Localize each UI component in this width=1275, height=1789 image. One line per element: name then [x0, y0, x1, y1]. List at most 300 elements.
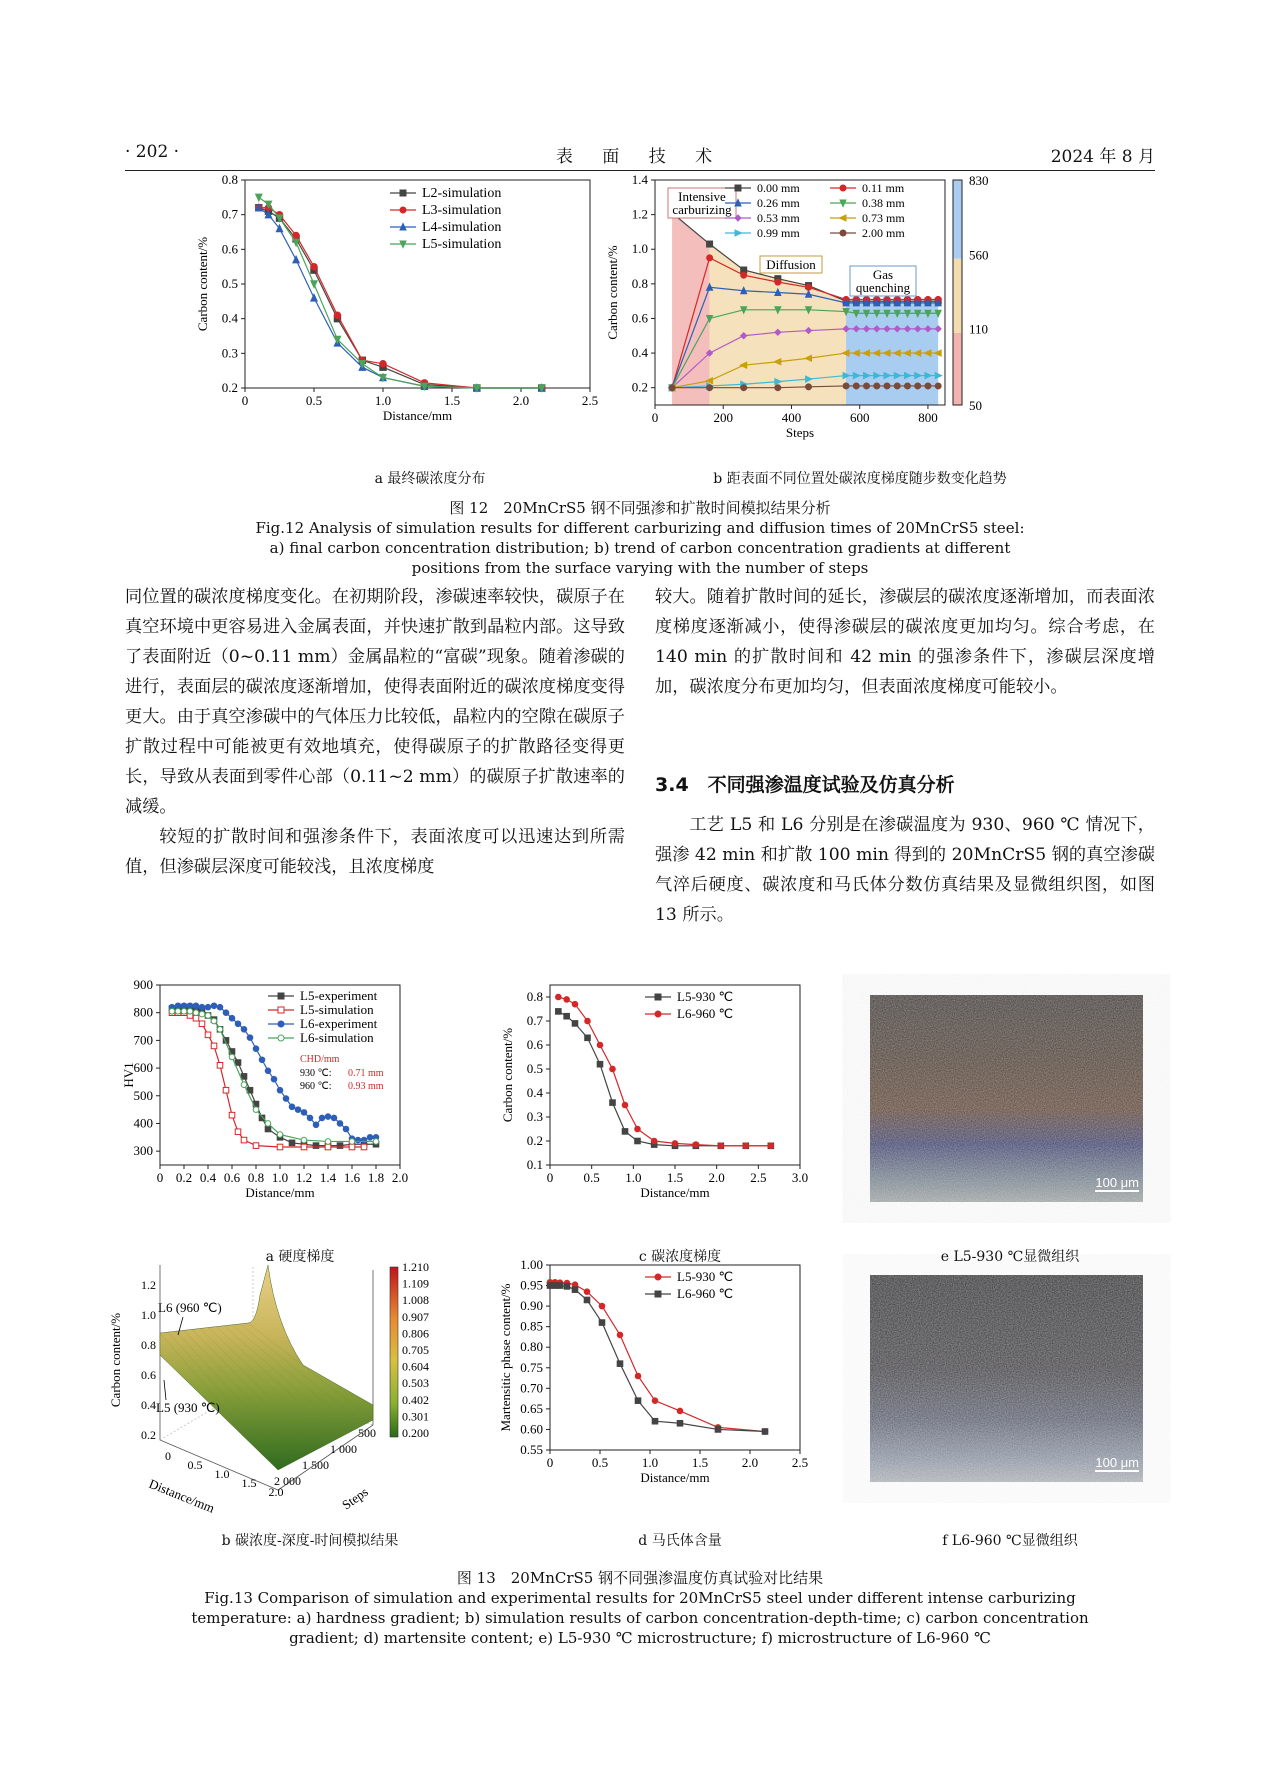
fig13d-point: [557, 1283, 563, 1289]
fig13c-xtick-label: 2.5: [750, 1170, 767, 1185]
scale-bar-f: 100 μm: [1095, 1455, 1139, 1470]
fig13a-point: [331, 1115, 337, 1121]
fig13a-point: [229, 1112, 235, 1118]
fig13d-point: [572, 1287, 578, 1293]
fig13a-point: [277, 1132, 283, 1138]
fig13a-point: [259, 1057, 265, 1063]
fig13a-point: [187, 1009, 193, 1015]
fig12a-point: [311, 263, 317, 269]
fig13b-ytick-label: 1.0: [141, 1308, 156, 1322]
fig12b-point: [707, 385, 713, 391]
fig13c-point: [622, 1102, 628, 1108]
fig12b-xtick-label: 0: [651, 410, 659, 425]
fig13a-point: [229, 1054, 235, 1060]
fig13b-steps-tick-label: 1 500: [302, 1458, 329, 1472]
fig12a-xtick-label: 0: [241, 393, 249, 408]
fig13d-ytick-label: 0.80: [520, 1339, 543, 1355]
fig13b-surface: [160, 1265, 373, 1470]
micrograph-f: [870, 1275, 1143, 1482]
fig13b-colorbar-label: 0.907: [402, 1309, 429, 1324]
fig12a-legend-label: L4-simulation: [422, 220, 502, 235]
fig13c-xtick-label: 0: [546, 1170, 554, 1185]
fig13c-ytick-label: 0.8: [526, 989, 543, 1004]
fig13a-xtick-label: 0: [156, 1170, 164, 1185]
fig13e-subcaption: e L5-930 ℃显微组织: [940, 1249, 1080, 1265]
fig12b-legend-label: 0.26 mm: [757, 196, 800, 210]
fig12b-point: [775, 385, 781, 391]
fig12a-ytick-label: 0.8: [221, 172, 238, 187]
fig12b-point: [853, 383, 859, 389]
fig13a-subcaption: a 硬度梯度: [265, 1249, 335, 1265]
fig13a-xtick-label: 1.0: [271, 1170, 289, 1185]
fig12b-point: [806, 384, 812, 390]
fig13b-colorbar-label: 0.503: [402, 1376, 429, 1391]
fig13a-point: [283, 1096, 289, 1102]
fig13a-point: [253, 1046, 259, 1052]
fig13a-point: [193, 1010, 199, 1016]
fig12b-chart: [605, 172, 1060, 470]
fig13d-point: [635, 1398, 641, 1404]
fig12b-legend-label: 2.00 mm: [862, 226, 905, 240]
fig13b-colorbar-label: 1.210: [402, 1260, 429, 1274]
fig13a-point: [367, 1135, 373, 1141]
fig13a-chart: [121, 977, 473, 1245]
fig13b-colorbar-label: 0.402: [402, 1392, 429, 1407]
fig12b-xtick-label: 800: [918, 410, 938, 425]
fig13a-point: [307, 1115, 313, 1121]
fig13d-point: [677, 1408, 683, 1414]
fig13a-point: [265, 1126, 271, 1132]
fig13c-ytick-label: 0.3: [526, 1109, 543, 1124]
fig13d-ytick-label: 0.55: [520, 1442, 543, 1457]
fig13b-ytick-label: 0.6: [141, 1368, 156, 1382]
fig13a-ytick-label: 600: [133, 1060, 153, 1076]
fig13a-point: [247, 1035, 253, 1041]
fig13c-ytick-label: 0.5: [526, 1061, 543, 1076]
fig13c-point: [768, 1143, 774, 1149]
fig13a-xtick-label: 1.4: [319, 1170, 337, 1185]
scale-bar-e: 100 μm: [1095, 1175, 1139, 1190]
fig13a-xtick-label: 0.6: [223, 1170, 241, 1185]
fig13c-ylabel: Carbon content/%: [500, 1027, 515, 1123]
fig12b-legend-marker: [735, 185, 741, 191]
fig12b-legend-label: 0.53 mm: [757, 211, 800, 225]
fig13a-point: [235, 1129, 241, 1135]
fig13a-legend-label: L6-experiment: [300, 1016, 378, 1031]
fig12b-ytick-label: 0.4: [631, 345, 648, 361]
body-right-column: [655, 582, 1155, 702]
fig13b-xtick-label: 1.5: [241, 1476, 257, 1490]
fig13a-point: [193, 1003, 199, 1009]
fig13a-point: [349, 1144, 355, 1150]
fig13b-colorbar-label: 0.200: [402, 1426, 429, 1440]
body-right-p2-wrap: [655, 810, 1155, 930]
fig13d-xtick-label: 0.5: [591, 1455, 609, 1470]
body-left-p1: 同位置的碳浓度梯度变化。在初期阶段，渗碳速率较快，碳原子在真空环境中更容易进入金属表面，并快速扩散到晶粒内部。这导致了表面附近（0~0.11 mm）金属晶粒的“富碳”现象。随着渗碳的进行，表面层的碳浓度逐渐增加，使得表面附近的碳浓度梯度变得更大。由于真空渗碳中的气体压力比较低，晶粒内的空隙在碳原子扩散过程中可能被更有效地填充，使得碳原子的扩散路径变得更长，导致从表面到零件心部（0.11~2 mm）的碳原子扩散速率的减缓。: [125, 587, 625, 817]
fig12b-point: [874, 383, 880, 389]
fig13d-ytick-label: 0.85: [520, 1318, 543, 1334]
issue-date: 2024 年 8 月: [1050, 147, 1155, 167]
fig12b-legend-label: 0.00 mm: [757, 181, 800, 195]
fig13a-point: [271, 1076, 277, 1082]
fig13a-point: [319, 1115, 325, 1121]
fig13c-point: [556, 994, 562, 1000]
fig13a-legend-label: L6-simulation: [300, 1030, 374, 1045]
fig13b-colorbar-label: 1.008: [402, 1293, 429, 1308]
fig13b-ytick-label: 1.2: [141, 1278, 156, 1292]
fig13a-point: [325, 1114, 331, 1120]
fig12b-subcaption: b 距表面不同位置处碳浓度梯度随步数变化趋势: [713, 471, 1007, 487]
fig12b-ytick-label: 1.2: [631, 206, 648, 222]
fig12a-ytick-label: 0.5: [221, 276, 238, 291]
fig12b-colorbar-label: 50: [969, 398, 982, 413]
fig13d-point: [677, 1420, 683, 1426]
fig13d-legend-label: L6-960 ℃: [677, 1286, 734, 1301]
fig12a-chart: [195, 172, 615, 470]
fig13a-point: [181, 1003, 187, 1009]
fig13c-subcaption: c 碳浓度梯度: [638, 1249, 722, 1265]
fig13c-point: [635, 1126, 641, 1132]
fig13a-point: [265, 1121, 271, 1127]
fig13a-point: [229, 1015, 235, 1021]
fig13a-point: [349, 1139, 355, 1145]
fig13a-point: [181, 1009, 187, 1015]
page-header: [125, 138, 1155, 168]
fig13b-ytick-label: 0.8: [141, 1338, 156, 1352]
fig13b-colorbar-label: 0.806: [402, 1326, 429, 1341]
fig12b-point: [775, 279, 781, 285]
fig13b-xtick-label: 2.0: [268, 1485, 284, 1499]
fig12b-ytick-label: 0.6: [631, 310, 648, 326]
fig13a-point: [211, 1003, 217, 1009]
fig12b-phase-label-carburizing: carburizing: [672, 202, 732, 217]
fig12b-legend-label: 0.73 mm: [862, 211, 905, 225]
fig13a-point: [289, 1140, 295, 1146]
fig12b-colorbar-label: 560: [969, 247, 989, 263]
fig13a-annotation-l5-value: 0.71 mm: [348, 1068, 384, 1079]
fig13b-chart: [108, 1260, 473, 1530]
fig12b-colorbar-label: 110: [969, 321, 989, 337]
fig13a-point: [301, 1137, 307, 1143]
fig13d-legend-label: L5-930 ℃: [677, 1269, 734, 1284]
fig12b-phase-label-diffusion: Diffusion: [766, 257, 816, 272]
fig13c-xtick-label: 1.5: [666, 1170, 684, 1185]
fig13a-point: [373, 1139, 379, 1145]
fig12b-ytick-label: 0.2: [631, 379, 648, 395]
fig13d-ytick-label: 0.95: [520, 1277, 543, 1293]
fig13b-xtick-label: 0: [165, 1449, 171, 1463]
fig12b-phase-label-quenching: Gas: [872, 267, 894, 282]
fig13a-point: [169, 1009, 175, 1015]
fig12a-frame: [245, 180, 590, 388]
fig13a-legend-marker: [278, 1021, 284, 1027]
fig13d-xtick-label: 2.0: [741, 1455, 759, 1470]
fig13c-point: [572, 1021, 578, 1027]
fig12a-xtick-label: 2.0: [512, 393, 530, 408]
fig13a-ytick-label: 400: [133, 1115, 153, 1131]
fig13d-xtick-label: 1.0: [641, 1455, 659, 1470]
fig12b-legend-label: 0.11 mm: [862, 181, 905, 195]
fig13-caption-cn: 图 13 20MnCrS5 钢不同强渗温度仿真试验对比结果: [456, 1569, 824, 1587]
fig13b-ytick-label: 0.4: [141, 1398, 156, 1412]
fig13d-subcaption: d 马氏体含量: [638, 1533, 722, 1549]
fig13b-xlabel: Distance/mm: [146, 1475, 217, 1516]
fig13a-point: [241, 1074, 247, 1080]
fig13a-point: [205, 1004, 211, 1010]
fig12b-phase-label-quenching: quenching: [855, 280, 911, 295]
fig12b-legend-marker: [735, 230, 742, 236]
fig13a-point: [301, 1144, 307, 1150]
fig12a-xtick-label: 2.5: [581, 393, 599, 408]
fig12a-ytick-label: 0.7: [221, 206, 238, 222]
fig13c-series-line: [558, 1011, 771, 1145]
fig13c-point: [622, 1129, 628, 1135]
fig12b-ytick-label: 1.0: [631, 241, 648, 257]
fig12a-ytick-label: 0.4: [221, 310, 238, 326]
fig13a-point: [199, 1011, 205, 1017]
fig13a-ytick-label: 800: [133, 1004, 153, 1020]
fig12b-point: [741, 385, 747, 391]
fig12a-point: [359, 361, 365, 368]
fig13a-legend-marker: [278, 1035, 284, 1041]
fig13a-point: [289, 1104, 295, 1110]
fig13a-xtick-label: 0.4: [199, 1170, 217, 1185]
fig13d-legend-marker: [655, 1274, 661, 1280]
fig13b-label-l5-arrow: [164, 1380, 166, 1400]
fig12b-ytick-label: 0.8: [631, 275, 648, 291]
fig13c-point: [597, 1061, 603, 1067]
fig13c-ytick-label: 0.7: [526, 1013, 543, 1028]
fig12b-legend-label: 0.38 mm: [862, 196, 905, 210]
fig13a-point: [217, 1063, 223, 1069]
fig12a-ytick-label: 0.6: [221, 241, 238, 257]
fig13c-ytick-label: 0.4: [526, 1085, 543, 1100]
fig13d-point: [584, 1289, 590, 1295]
fig12-caption-en-1: Fig.12 Analysis of simulation results for different carburizing and diffusion times of 20MnCrS5 steel:: [255, 519, 1025, 537]
fig13b-xtick-label: 0.5: [187, 1458, 203, 1472]
fig12b-phase-label-carburizing: Intensive: [678, 189, 726, 204]
fig13a-point: [277, 1144, 283, 1150]
fig12b-point: [741, 272, 747, 278]
fig13d-point: [762, 1429, 768, 1435]
fig13a-point: [211, 1043, 217, 1049]
fig12a-ytick-label: 0.2: [221, 380, 238, 395]
fig12a-point: [334, 312, 340, 318]
fig13a-point: [187, 1003, 193, 1009]
fig13b-steps-label: Steps: [339, 1484, 371, 1513]
fig13b-steps-tick-label: 2 000: [274, 1474, 301, 1488]
fig12b-point: [864, 383, 870, 389]
fig12-caption: [180, 498, 1100, 578]
fig13c-point: [564, 1013, 570, 1019]
fig13a-point: [223, 1087, 229, 1093]
fig12b-point: [935, 383, 941, 389]
fig13c-xtick-label: 0.5: [583, 1170, 600, 1185]
fig13c-point: [635, 1138, 641, 1144]
fig13d-ytick-label: 0.90: [520, 1298, 543, 1314]
fig13c-legend-marker: [655, 994, 661, 1000]
section-heading: 3.4 不同强渗温度试验及仿真分析: [655, 774, 955, 796]
fig12a-point: [293, 232, 299, 238]
fig13a-point: [205, 1032, 211, 1038]
fig12a-xlabel: Distance/mm: [382, 408, 453, 423]
fig13b-xtick-label: 1.0: [214, 1467, 230, 1481]
journal-name: 表 面 技 术: [555, 147, 725, 167]
fig13d-xtick-label: 0: [546, 1455, 554, 1470]
fig13a-point: [217, 1027, 223, 1033]
fig13c-point: [672, 1141, 678, 1147]
fig13c-ytick-label: 0.2: [526, 1133, 543, 1148]
fig12b-legend-label: 0.99 mm: [757, 226, 800, 240]
fig13c-point: [743, 1143, 749, 1149]
fig13d-point: [599, 1320, 605, 1326]
fig13c-xlabel: Distance/mm: [640, 1185, 710, 1200]
fig13a-point: [277, 1087, 283, 1093]
body-right-p1: 较大。随着扩散时间的延长，渗碳层的碳浓度逐渐增加，而表面浓度梯度逐渐减小，使得渗碳层的碳浓度更加均匀。综合考虑，在 140 min 的扩散时间和 42 min 的强渗条件下，渗碳层深度增加，碳浓度分布更加均匀，但表面浓度梯度可能较小。: [655, 587, 1155, 697]
fig12b-point: [843, 383, 849, 389]
fig13d-ytick-label: 0.65: [520, 1400, 543, 1416]
fig13a-annotation-l5: 930 ℃:: [300, 1068, 332, 1079]
fig13c-point: [651, 1138, 657, 1144]
fig13b-subcaption: b 碳浓度-深度-时间模拟结果: [221, 1533, 399, 1549]
fig12a-point: [311, 281, 317, 288]
micrograph-e: [870, 995, 1143, 1202]
fig13c-point: [693, 1142, 699, 1148]
fig13b-colorbar-label: 0.604: [402, 1359, 429, 1374]
fig12b-point: [806, 284, 812, 290]
fig13b-ytick-label: 0.2: [141, 1428, 156, 1442]
fig13c-point: [610, 1066, 616, 1072]
fig12a-subcaption: a 最终碳浓度分布: [374, 471, 486, 487]
fig12b-ylabel: Carbon content/%: [605, 245, 620, 340]
fig12b-point: [707, 255, 713, 261]
fig12a-legend-label: L3-simulation: [422, 203, 502, 218]
fig13d-legend-marker: [655, 1291, 661, 1297]
fig12a-xtick-label: 1.5: [443, 393, 461, 408]
fig13a-xtick-label: 1.2: [295, 1170, 313, 1185]
fig13c-point: [585, 1035, 591, 1041]
fig12b-point: [884, 383, 890, 389]
fig13a-ylabel: HV1: [121, 1062, 136, 1088]
fig13-caption-en-1: Fig.13 Comparison of simulation and experimental results for 20MnCrS5 steel under different intense carburizing: [204, 1589, 1076, 1607]
fig12b-point: [894, 383, 900, 389]
fig12a-ylabel: Carbon content/%: [195, 236, 210, 332]
fig13c-point: [585, 1018, 591, 1024]
body-left-p2: 较短的扩散时间和强渗条件下，表面浓度可以迅速达到所需值，但渗碳层深度可能较浅，且浓度梯度: [125, 827, 625, 877]
fig13c-legend-label: L6-960 ℃: [677, 1006, 734, 1021]
fig13a-point: [193, 1015, 199, 1021]
fig13a-point: [325, 1144, 331, 1150]
fig13b-colorbar: [390, 1267, 398, 1437]
fig13c-legend-marker: [655, 1011, 661, 1017]
fig13c-xtick-label: 2.0: [708, 1170, 725, 1185]
fig13a-legend-marker: [278, 993, 284, 999]
fig13a-point: [211, 1018, 217, 1024]
fig13a-point: [241, 1082, 247, 1088]
fig13d-point: [715, 1427, 721, 1433]
fig13a-ytick-label: 700: [133, 1032, 153, 1048]
fig13a-point: [199, 1021, 205, 1027]
fig12-caption-cn: 图 12 20MnCrS5 钢不同强渗和扩散时间模拟结果分析: [449, 499, 831, 517]
fig13c-chart: [500, 985, 850, 1245]
fig13d-ylabel: Martensitic phase content/%: [498, 1283, 513, 1432]
fig13c-legend-label: L5-930 ℃: [677, 989, 734, 1004]
fig13c-point: [564, 997, 570, 1003]
fig12b-xtick-label: 600: [849, 410, 870, 425]
fig13a-point: [235, 1021, 241, 1027]
fig13a-point: [235, 1060, 241, 1066]
fig13-caption-en-2: temperature: a) hardness gradient; b) simulation results of carbon concentration-depth-time; c) carbon concentration: [191, 1609, 1089, 1627]
fig12b-colorbar-tan: [953, 259, 962, 333]
fig12a-point: [293, 256, 299, 263]
fig13d-point: [584, 1297, 590, 1303]
fig13b-colorbar-label: 1.109: [402, 1276, 429, 1291]
fig12b-colorbar-blue: [953, 180, 962, 259]
fig13a-xtick-label: 1.6: [343, 1170, 361, 1185]
fig13a-ytick-label: 300: [133, 1143, 153, 1159]
fig12b-xtick-label: 200: [713, 410, 733, 425]
fig13a-annotation-title: CHD/mm: [300, 1054, 340, 1065]
fig13d-xtick-label: 1.5: [691, 1455, 709, 1470]
fig13a-xtick-label: 2.0: [391, 1170, 409, 1185]
fig12b-xlabel: Steps: [785, 425, 815, 440]
fig13-caption-en-3: gradient; d) martensite content; e) L5-930 ℃ microstructure; f) microstructure of L6-960 ℃: [289, 1629, 991, 1647]
fig12a-point: [380, 361, 386, 367]
fig13a-point: [205, 1013, 211, 1019]
fig13a-ytick-label: 500: [133, 1087, 153, 1103]
fig13d-xlabel: Distance/mm: [640, 1470, 710, 1485]
fig13b-label-l6: L6 (960 ℃): [158, 1300, 222, 1315]
fig12a-legend-marker: [400, 190, 406, 196]
fig13d-point: [652, 1398, 658, 1404]
fig13a-point: [337, 1121, 343, 1127]
fig13a-point: [241, 1137, 247, 1143]
fig13a-legend-label: L5-simulation: [300, 1002, 374, 1017]
header-rule: [125, 170, 1155, 171]
fig13a-point: [343, 1126, 349, 1132]
fig13c-point: [718, 1143, 724, 1149]
fig13a-ytick-label: 900: [133, 977, 153, 992]
fig12b-point: [669, 385, 675, 391]
fig13a-point: [253, 1143, 259, 1149]
fig13c-point: [556, 1009, 562, 1015]
fig13d-ytick-label: 1.00: [520, 1257, 543, 1272]
fig13a-point: [223, 1010, 229, 1016]
fig12b-colorbar-label: 830: [969, 173, 989, 188]
micrograph-f-image: [870, 1275, 1143, 1482]
fig13b-colorbar-label: 0.301: [402, 1409, 429, 1424]
fig12a-legend-marker: [400, 207, 406, 213]
micrograph-e-image: [870, 995, 1143, 1202]
page-number: · 202 ·: [125, 142, 180, 162]
fig13a-annotation-l6: 960 ℃:: [300, 1081, 332, 1092]
fig12b-legend-marker: [840, 215, 847, 221]
fig12a-xtick-label: 0.5: [305, 393, 323, 408]
fig13a-xtick-label: 1.8: [367, 1170, 385, 1185]
fig13c-point: [572, 1001, 578, 1007]
fig13d-ytick-label: 0.70: [520, 1380, 543, 1396]
fig13a-point: [175, 1003, 181, 1009]
fig12b-point: [925, 383, 931, 389]
fig13c-point: [597, 1042, 603, 1048]
fig13a-legend-label: L5-experiment: [300, 988, 378, 1003]
fig13c-ytick-label: 0.1: [526, 1157, 543, 1172]
fig12a-point: [311, 294, 317, 301]
fig13a-point: [313, 1122, 319, 1128]
fig13d-point: [617, 1361, 623, 1367]
fig12a-xtick-label: 1.0: [374, 393, 392, 408]
fig12a-ytick-label: 0.3: [221, 345, 238, 361]
